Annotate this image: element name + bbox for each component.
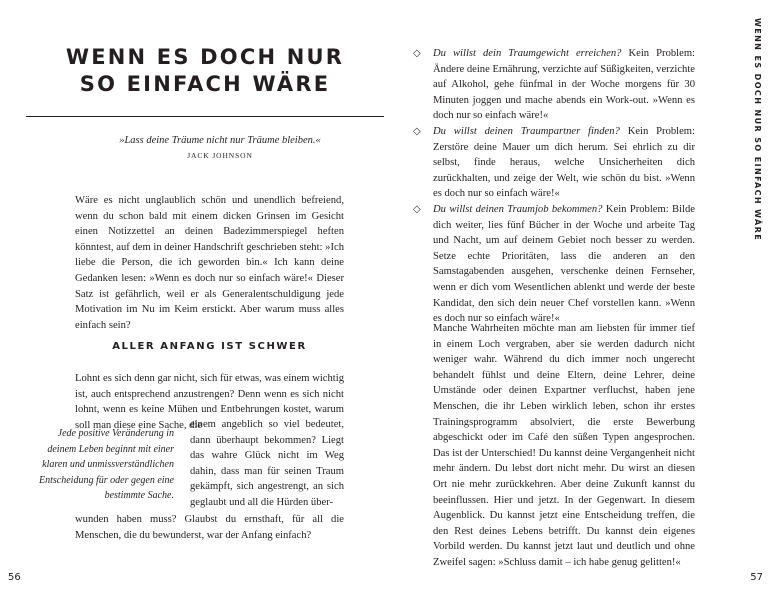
list-item-question: Du willst deinen Traumpartner finden? <box>433 125 620 137</box>
epigraph-author: JACK JOHNSON <box>187 151 253 160</box>
list-item-question: Du willst deinen Traumjob bekommen? <box>433 203 603 215</box>
chapter-title: WENN ES DOCH NUR SO EINFACH WÄRE <box>65 45 345 96</box>
list-item <box>413 202 695 327</box>
bullet-list <box>413 46 695 327</box>
list-item <box>413 124 695 202</box>
pull-quote: Jede positive Veränderung in deinem Leben beginnt mit einer klaren und unmissverständlichen Entscheidung für oder gegen eine bestimmte Sache. <box>39 428 174 501</box>
section-paragraph-part-b: einem angeblich so viel bedeutet, dann überhaupt bekommen? Liegt das wahre Glück nicht im Weg dahin, dass man für seinen Traum gekämpft, sich angestrengt, an sich geglaubt und all die Hürden über- <box>190 419 344 508</box>
closing-paragraph: Manche Wahrheiten möchte man am liebsten für immer tief in einem Loch vergraben, aber sie werden dadurch nicht weniger wahr. Während du dich immer noch ungerecht behandelt fühlst und deine Eltern, deine Lehrer, deine Umstände oder deinen Expartner verfluchst, haben jene Menschen, die ihr Leben wirklich leben, schon ihr erstes Trainingsprogramm absolviert, die erste Bewerbung abgeschickt oder im Café den süßen Typen angesprochen. Das ist der Unterschied! Du kannst deine Vergangenheit nicht mehr ändern. Du lebst dort nicht mehr. Du wirst an diesen Ort nie mehr zurückkehren. Aber deine Zukunft kannst du beeinflussen. Hier und jetzt. In der Gegenwart. In diesem Augenblick. Du kannst jetzt eine Entscheidung treffen, die den Rest deines Lebens betrifft. Du kannst dein eigenes Vorbild werden. Du kannst jetzt laut und deutlich und ohne Zweifel sagen: »Schluss damit – ich habe genug gelitten!« <box>433 323 695 568</box>
list-item <box>413 46 695 124</box>
left-page <box>0 0 385 600</box>
epigraph <box>95 134 345 160</box>
list-item-text: Kein Problem: Zerstöre deine Mauer um dich herum. Sei ehrlich zu dir selbst, finde heraus, welche Unsicherheiten dich zurückhalten, und zeige der Welt, wie schön du bist. »Wenn es doch nur so einfach wäre!« <box>433 125 695 200</box>
diamond-bullet-icon: ◇ <box>413 125 421 137</box>
list-item-text: Kein Problem: Ändere deine Ernährung, verzichte auf Süßigkeiten, verzichte auf Alkohol, gehe fünfmal in der Woche morgens für 30 Minuten joggen und mache abends ein Work-out. »Wenn es doch nur so einfach wäre!« <box>433 48 695 122</box>
section-paragraph-part-a: Lohnt es sich denn gar nicht, sich für etwas, was einem wichtig ist, auch entsprechend anzustrengen? Denn wenn es sich nicht lohnt, wenn es keine Mühen und Entbehrungen kostet, warum soll man diese eine Sache, die <box>75 373 344 431</box>
list-item-text: Kein Problem: Bilde dich weiter, lies fünf Bücher in der Woche und arbeite Tag und Nacht, um auf deinem Gebiet noch besser zu werden. Setze echte Prioritäten, lass die anderen an den Samstagabenden ausgehen, verschenke deinen Fernseher, wenn er dich vom Wesentlichen ablenkt und werde der beste Kandidat, den sich dein neuer Chef vorstellen kann. »Wenn es doch nur so einfach wäre!« <box>433 203 695 325</box>
section-paragraph-part-c: wunden haben muss? Glaubst du ernsthaft, für all die Menschen, die du bewunderst, war der Anfang einfach? <box>75 514 344 541</box>
epigraph-quote: »Lass deine Träume nicht nur Träume bleiben.« <box>119 135 321 146</box>
page-number-right: 57 <box>750 572 763 583</box>
title-rule <box>26 116 384 117</box>
diamond-bullet-icon: ◇ <box>413 48 421 59</box>
list-item-question: Du willst dein Traumgewicht erreichen? <box>433 48 622 59</box>
intro-paragraph: Wäre es nicht unglaublich schön und unendlich befreiend, wenn du schon bald mit einem dicken Grinsen im Gesicht einen Notizzettel an deinen Badezimmerspiegel heften könntest, auf dem in deiner Handschrift geschrieben steht: »Ich liebe die Person, die ich geworden bin.« Ich kann deine Gedanken lesen: »Wenn es doch nur so einfach wäre!« Dieser Satz ist gefährlich, weil er als Generalentschuldigung jede Motivation im Nu im Keim erstickt. Aber warum muss alles einfach sein? <box>75 195 344 331</box>
page-number-left: 56 <box>8 572 21 583</box>
running-head: WENN ES DOCH NUR SO EINFACH WÄRE <box>753 18 762 242</box>
section-heading: ALLER ANFANG IST SCHWER <box>112 341 307 352</box>
diamond-bullet-icon: ◇ <box>413 203 421 215</box>
